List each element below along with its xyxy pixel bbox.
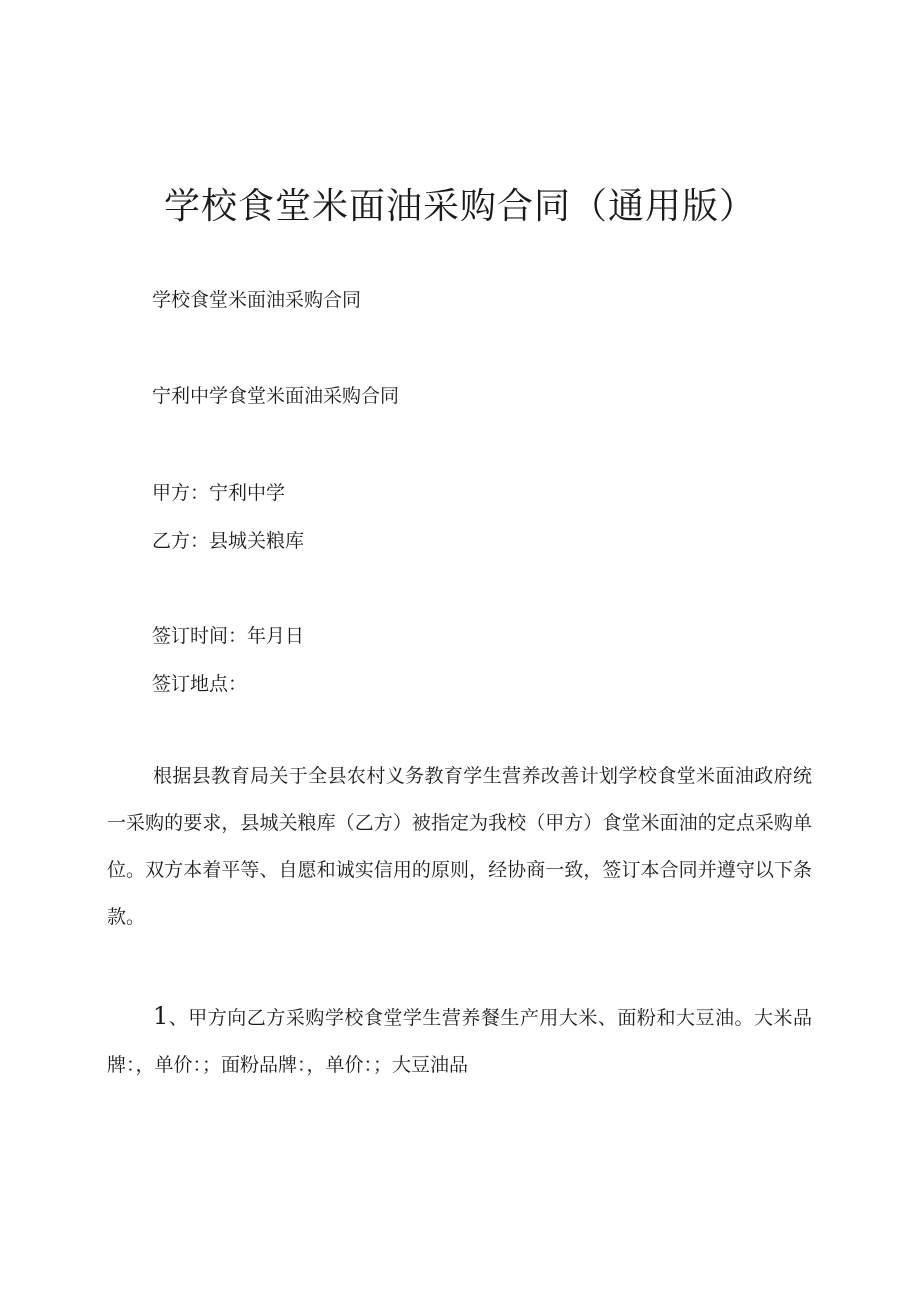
party-a: 甲方：宁利中学 [152, 482, 286, 504]
sign-date: 签订时间：年月日 [152, 625, 305, 647]
clause-1-number: 1 [153, 1002, 169, 1030]
sign-place: 签订地点： [152, 673, 248, 695]
contract-name: 宁利中学食堂米面油采购合同 [152, 385, 400, 407]
party-b: 乙方：县城关粮库 [152, 530, 305, 552]
clause-1-text: 、甲方向乙方采购学校食堂学生营养餐生产用大米、面粉和大豆油。大米品牌：，单价：；面粉品牌：，单价：；大豆油品 [107, 1007, 812, 1076]
document-title: 学校食堂米面油采购合同（通用版） [163, 186, 756, 227]
clause-1 [107, 993, 812, 1089]
intro-paragraph: 根据县教育局关于全县农村义务教育学生营养改善计划学校食堂米面油政府统一采购的要求，县城关粮库（乙方）被指定为我校（甲方）食堂米面油的定点采购单位。双方本着平等、自愿和诚实信用的原则，经协商一致，签订本合同并遵守以下条款。 [107, 765, 812, 928]
document-subtitle: 学校食堂米面油采购合同 [152, 289, 362, 311]
